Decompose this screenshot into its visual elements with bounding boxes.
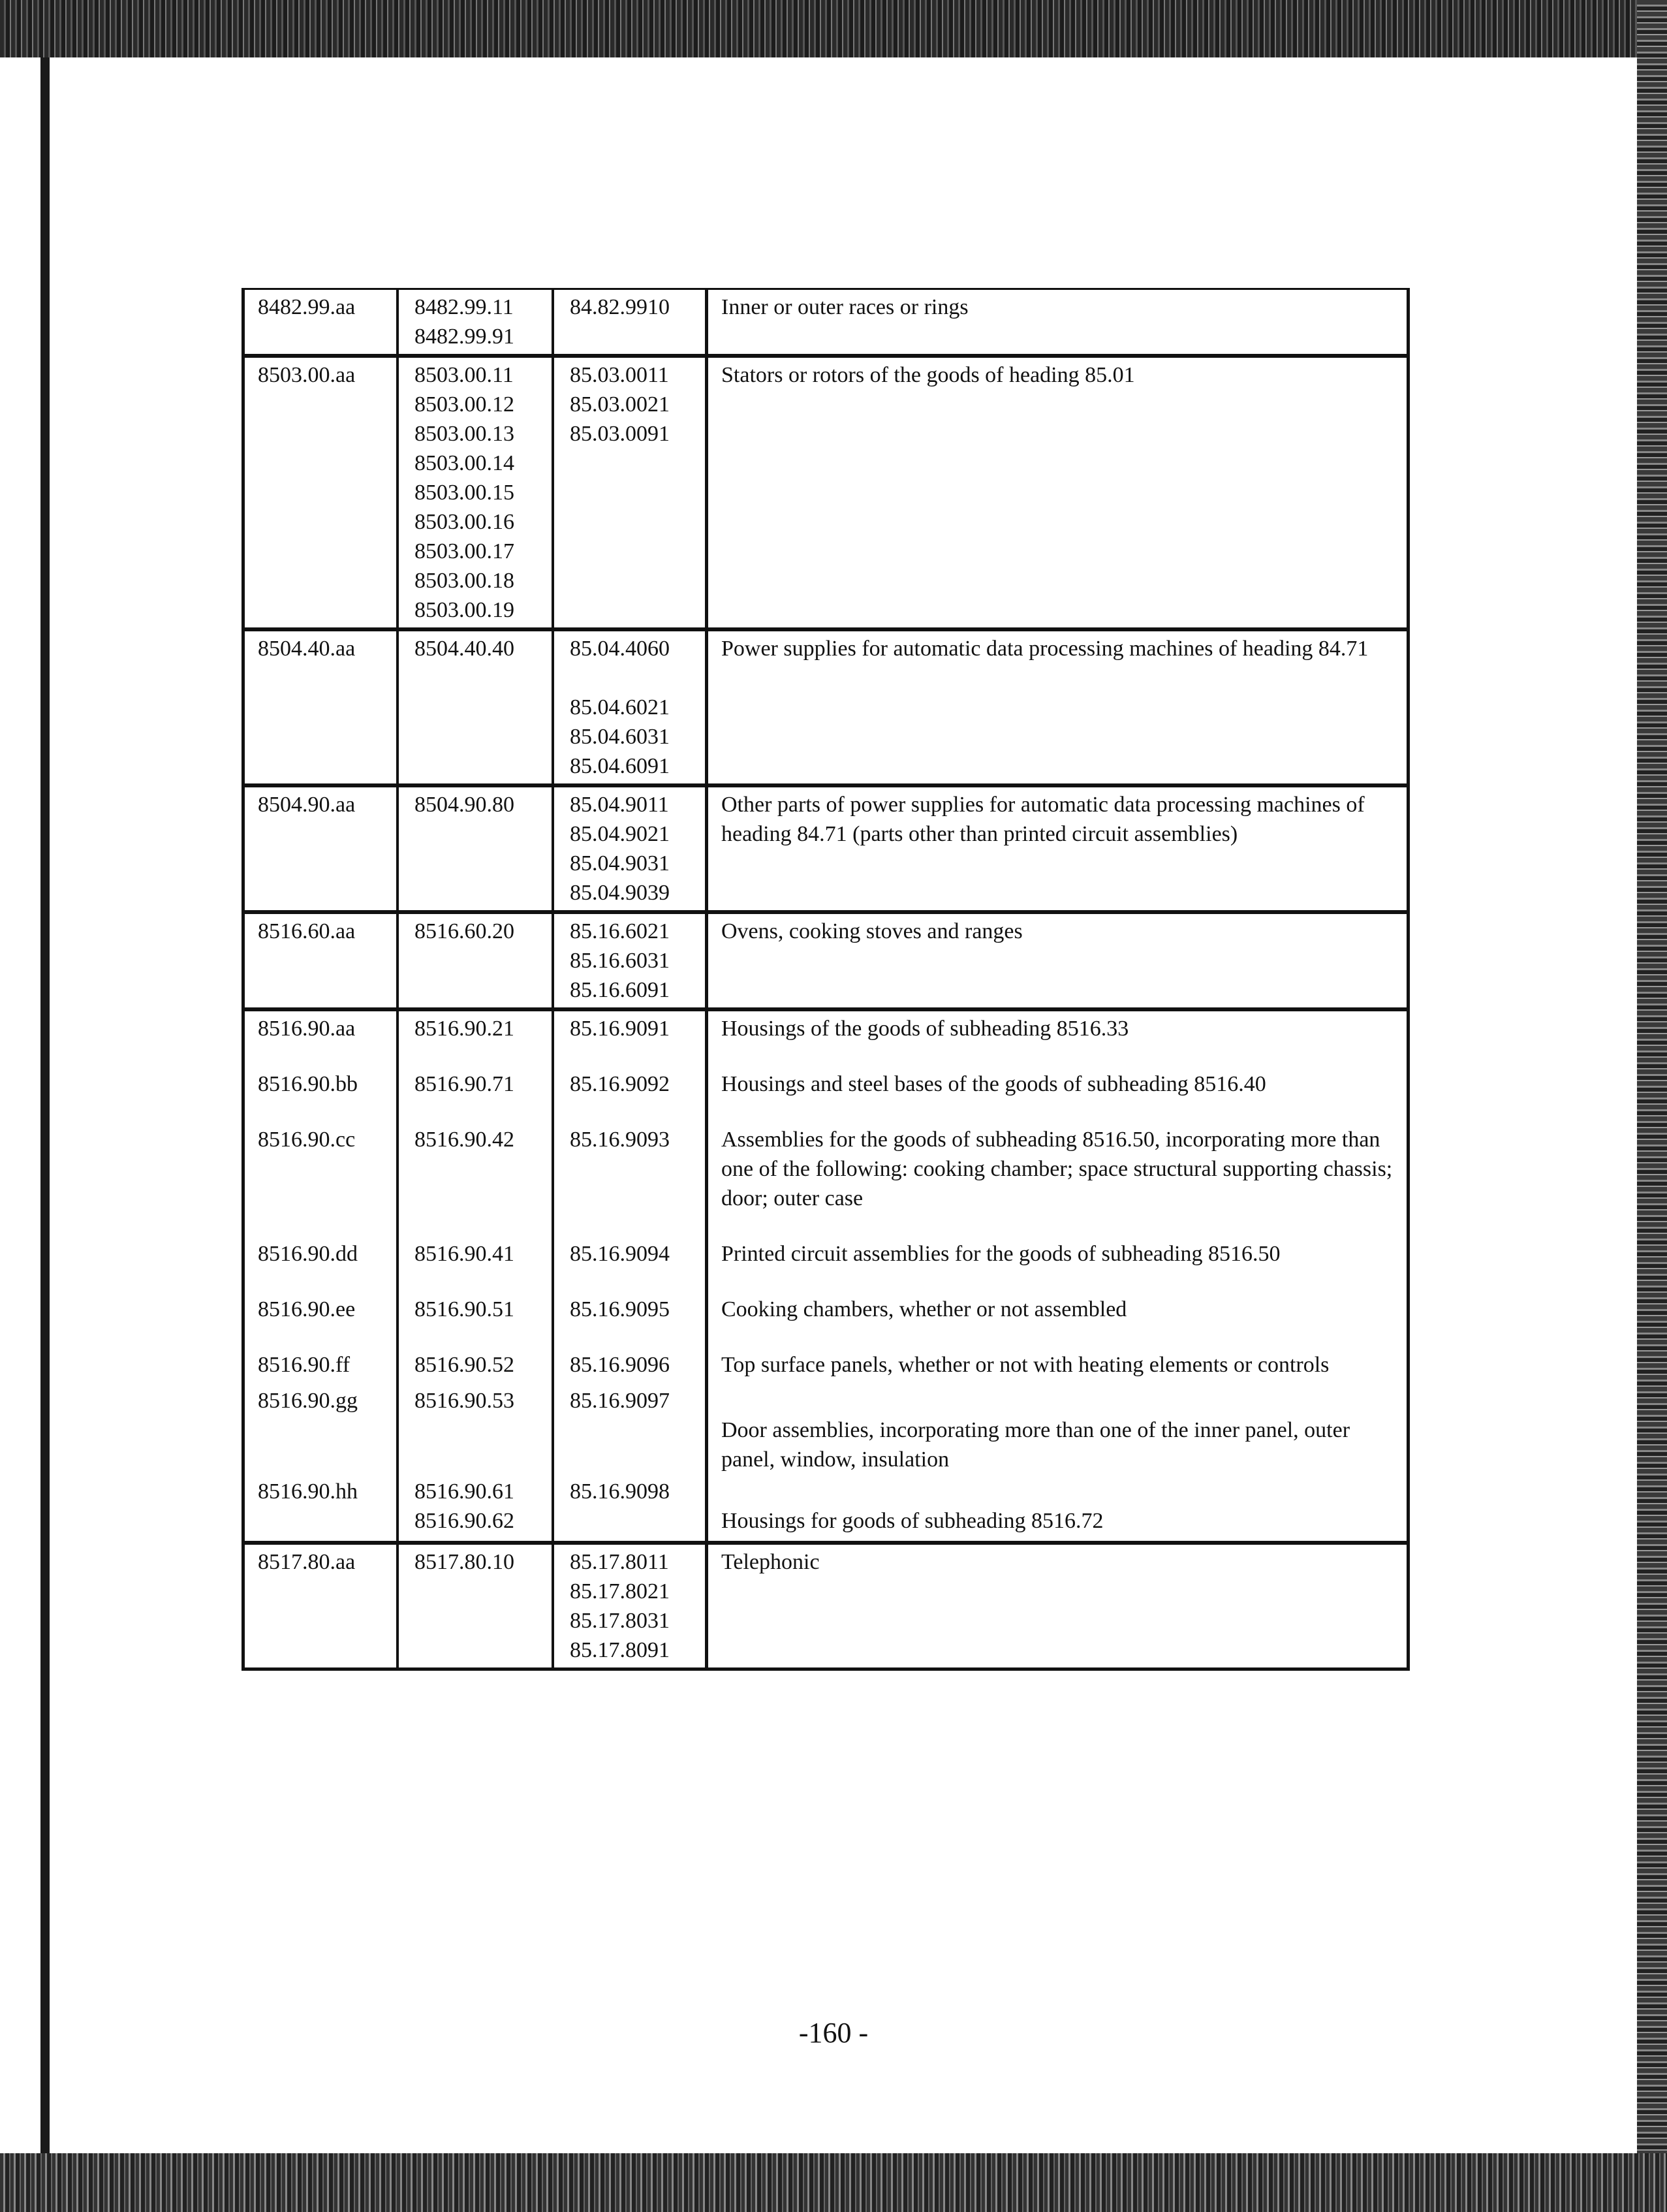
scan-border-right bbox=[1637, 0, 1667, 2212]
scan-border-left bbox=[40, 57, 50, 2153]
us-tariff-cell: 8516.90.52 bbox=[399, 1324, 554, 1380]
scan-border-bottom bbox=[0, 2153, 1667, 2212]
code-cell: 8516.90.hh bbox=[245, 1474, 399, 1541]
description-cell: Door assemblies, incorporating more than one of the inner panel, outer panel, window, insulation bbox=[721, 1418, 1350, 1472]
code-cell: 8516.90.dd bbox=[245, 1213, 399, 1269]
us-tariff-cell: 8504.90.80 bbox=[399, 787, 554, 914]
description-cell: Power supplies for automatic data processing machines of heading 84.71 bbox=[708, 631, 1407, 787]
description-cell: Housings and steel bases of the goods of subheading 8516.40 bbox=[721, 1072, 1266, 1096]
code-cell: 8516.90.gg bbox=[245, 1380, 399, 1474]
description-cell: Ovens, cooking stoves and ranges bbox=[708, 914, 1407, 1011]
code-cell: 8516.90.cc bbox=[245, 1099, 399, 1213]
us-tariff-cell: 8516.90.21 bbox=[399, 1011, 554, 1043]
us-tariff-cell: 8516.90.41 bbox=[399, 1213, 554, 1269]
canada-tariff-cell: 85.16.9093 bbox=[554, 1099, 708, 1213]
table-row-group bbox=[245, 1011, 1407, 1545]
code-cell: 8516.90.ee bbox=[245, 1269, 399, 1324]
tariff-table bbox=[241, 288, 1410, 1671]
us-tariff-cell: 8516.90.51 bbox=[399, 1269, 554, 1324]
code-cell: 8516.90.ff bbox=[245, 1324, 399, 1380]
canada-tariff-cell: 85.16.9096 bbox=[554, 1324, 708, 1380]
description-cell: Housings for goods of subheading 8516.72 bbox=[721, 1509, 1104, 1533]
us-tariff-cell: 8503.00.11 8503.00.12 8503.00.13 8503.00.14 8503.00.15 8503.00.16 8503.00.17 8503.00.18 8503.00.19 bbox=[399, 358, 554, 631]
description-cell: Housings of the goods of subheading 8516.33 bbox=[721, 1017, 1129, 1041]
canada-tariff-cell: 85.16.6021 85.16.6031 85.16.6091 bbox=[554, 914, 708, 1011]
description-cell: Inner or outer races or rings bbox=[708, 290, 1407, 358]
us-tariff-cell: 8482.99.11 8482.99.91 bbox=[399, 290, 554, 358]
description-cell: Top surface panels, whether or not with heating elements or controls bbox=[721, 1353, 1330, 1377]
description-cell: Assemblies for the goods of subheading 8516.50, incorporating more than one of the following: cooking chamber; space structural supporting chassis; door; outer case bbox=[721, 1128, 1393, 1210]
code-cell: 8516.60.aa bbox=[245, 914, 399, 1011]
canada-tariff-cell: 85.04.4060 85.04.6021 85.04.6031 85.04.6091 bbox=[554, 631, 708, 787]
code-cell: 8516.90.aa bbox=[245, 1011, 399, 1043]
description-cell: Cooking chambers, whether or not assembled bbox=[721, 1297, 1127, 1321]
canada-tariff-cell: 85.16.9092 bbox=[554, 1043, 708, 1099]
canada-tariff-cell: 84.82.9910 bbox=[554, 290, 708, 358]
scan-border-top bbox=[0, 0, 1667, 57]
canada-tariff-cell: 85.03.0011 85.03.0021 85.03.0091 bbox=[554, 358, 708, 631]
us-tariff-cell: 8516.90.71 bbox=[399, 1043, 554, 1099]
description-cell: Printed circuit assemblies for the goods of subheading 8516.50 bbox=[721, 1242, 1281, 1266]
scan-margin-left bbox=[0, 57, 40, 2153]
code-cell: 8516.90.bb bbox=[245, 1043, 399, 1099]
description-cell: Other parts of power supplies for automatic data processing machines of heading 84.71 (parts other than printed circuit assemblies) bbox=[708, 787, 1407, 914]
description-cell: Stators or rotors of the goods of heading 85.01 bbox=[708, 358, 1407, 631]
code-cell: 8482.99.aa bbox=[245, 290, 399, 358]
code-cell: 8517.80.aa bbox=[245, 1545, 399, 1667]
tariff-grid bbox=[245, 290, 1407, 1667]
canada-tariff-cell: 85.16.9095 bbox=[554, 1269, 708, 1324]
canada-tariff-cell: 85.16.9094 bbox=[554, 1213, 708, 1269]
code-cell: 8504.90.aa bbox=[245, 787, 399, 914]
description-cell: Telephonic bbox=[721, 1550, 820, 1574]
page-number: -160 - bbox=[798, 2017, 869, 2049]
canada-tariff-cell: 85.04.9011 85.04.9021 85.04.9031 85.04.9039 bbox=[554, 787, 708, 914]
canada-tariff-cell: 85.16.9098 bbox=[554, 1474, 708, 1541]
us-tariff-cell: 8504.40.40 bbox=[399, 631, 554, 787]
code-cell: 8504.40.aa bbox=[245, 631, 399, 787]
canada-tariff-cell: 85.16.9091 bbox=[554, 1011, 708, 1043]
canada-tariff-cell: 85.16.9097 bbox=[554, 1380, 708, 1474]
us-tariff-cell: 8516.60.20 bbox=[399, 914, 554, 1011]
us-tariff-cell: 8516.90.53 bbox=[399, 1380, 554, 1474]
canada-tariff-cell: 85.17.8011 85.17.8021 85.17.8031 85.17.8091 bbox=[554, 1545, 708, 1667]
us-tariff-cell: 8517.80.10 bbox=[399, 1545, 554, 1667]
code-cell: 8503.00.aa bbox=[245, 358, 399, 631]
us-tariff-cell: 8516.90.42 bbox=[399, 1099, 554, 1213]
us-tariff-cell: 8516.90.61 8516.90.62 bbox=[399, 1474, 554, 1541]
